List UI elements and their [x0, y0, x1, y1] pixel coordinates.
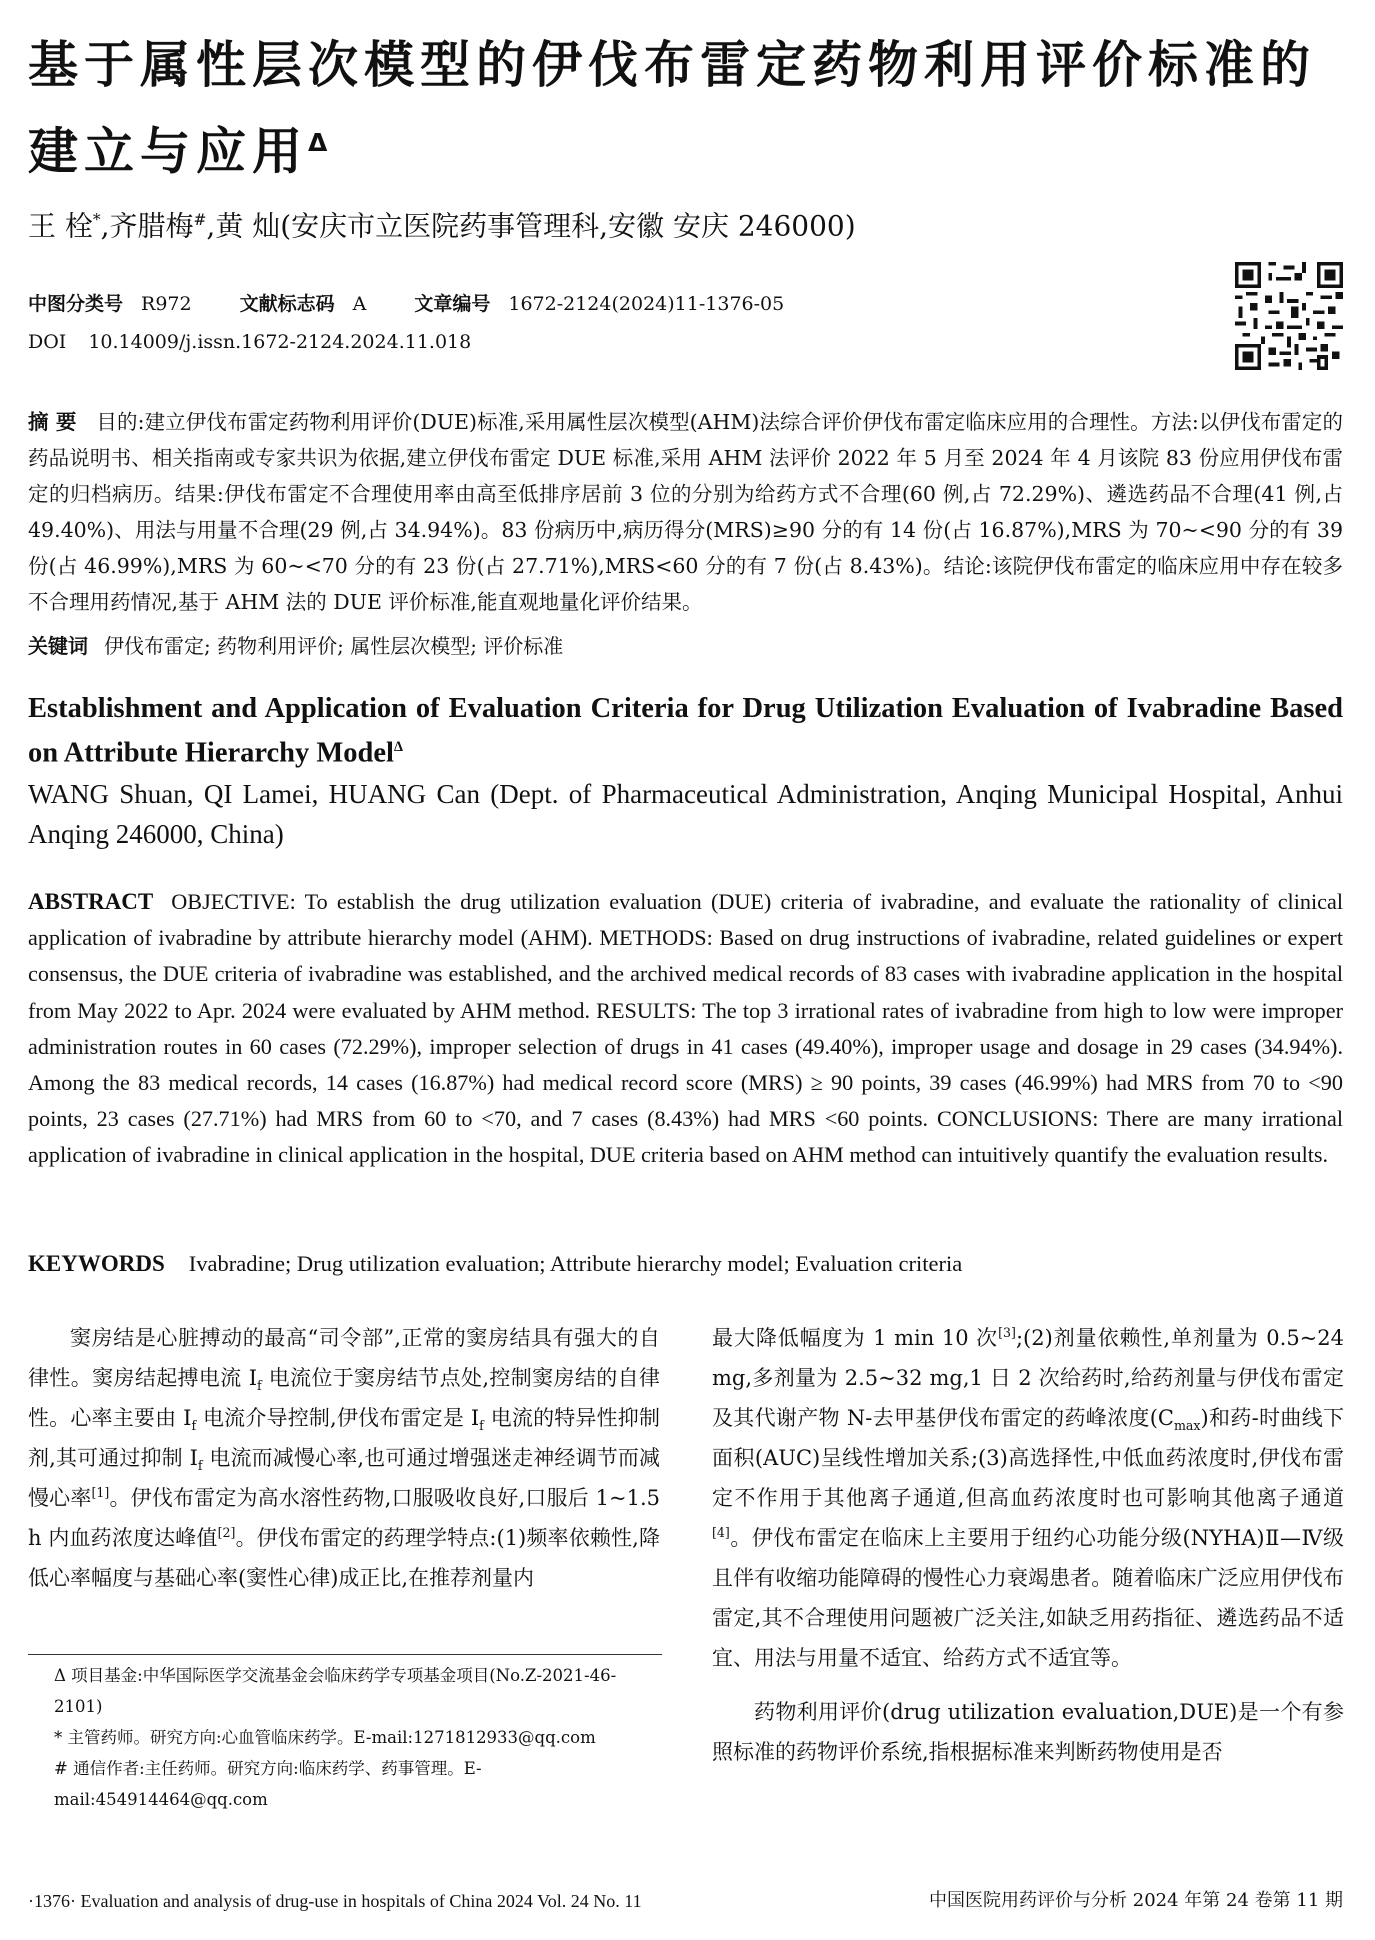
title-fund-mark: Δ	[308, 128, 328, 157]
body-column-right	[712, 1318, 1344, 1772]
footnote-divider	[28, 1654, 662, 1655]
keywords-english	[28, 1246, 962, 1282]
doc-code-value: A	[352, 293, 367, 315]
title-chinese-text: 基于属性层次模型的伊伐布雷定药物利用评价标准的建立与应用	[28, 36, 1316, 181]
doi-label: DOI	[28, 331, 67, 353]
body-paragraph: 最大降低幅度为 1 min 10 次[3];(2)剂量依赖性,单剂量为 0.5~24 mg,多剂量为 2.5~32 mg,1 日 2 次给药时,给药剂量与伊伐布雷定及其代谢产物 N-去甲基伊伐布雷定的药峰浓度$(C_{max})$和药-时曲线下面积(AUC)呈线性增加关系;(3)高选择性,中低血药浓度时,伊伐布雷定不作用于其他离子通道,但高血药浓度时也可影响其他离子通道[4]。伊伐布雷定在临床上主要用于纽约心功能分级(NYHA)Ⅱ—Ⅳ级且伴有收缩功能障碍的慢性心力衰竭患者。随着临床广泛应用伊伐布雷定,其不合理使用问题被广泛关注,如缺乏用药指征、遴选药品不适宜、用法与用量不适宜、给药方式不适宜等。	[712, 1325, 1345, 1670]
subscript-f: f	[479, 1418, 484, 1434]
keywords-english-text: Ivabradine; Drug utilization evaluation; Attribute hierarchy model; Evaluation criteria	[188, 1251, 963, 1276]
body-column-left	[28, 1318, 660, 1598]
footnote-author: * 主管药师。研究方向:心血管临床药学。E-mail:1271812933@qq.com	[54, 1728, 596, 1747]
citation-ref: [1]	[91, 1485, 110, 1500]
footer-journal-en: ·1376· Evaluation and analysis of drug-use in hospitals of China 2024 Vol. 24 No. 11	[28, 1891, 642, 1911]
body-paragraph: 窦房结是心脏搏动的最高“司令部”,正常的窦房结具有强大的自律性。窦房结起搏电流 $I_f$ 电流位于窦房结节点处,控制窦房结的自律性。心率主要由 $I_f$ 电流介导控制,伊伐布雷定是 $I_f$ 电流的特异性抑制剂,其可通过抑制 $I_f$ 电流而减慢心率,也可通过增强迷走神经调节而减慢心率[1]。伊伐布雷定为高水溶性药物,口服吸收良好,口服后 1~1.5 h 内血药浓度达峰值[2]。伊伐布雷定的药理学特点:(1)频率依赖性,降低心率幅度与基础心率(窦性心律)成正比,在推荐剂量内	[28, 1326, 661, 1590]
keywords-english-label: KEYWORDS	[28, 1251, 165, 1276]
citation-ref: [2]	[217, 1525, 236, 1540]
author-affiliation: (安庆市立医院药事管理科,安徽 安庆 246000)	[280, 209, 856, 243]
clc-value: R972	[141, 293, 192, 315]
title-chinese	[28, 26, 1348, 191]
footnote-fund: Δ 项目基金:中华国际医学交流基金会临床药学专项基金项目(No.Z-2021-46-2101)	[54, 1666, 617, 1716]
keywords-chinese-text: 伊伐布雷定; 药物利用评价; 属性层次模型; 评价标准	[104, 634, 564, 658]
qr-code-icon	[1235, 262, 1343, 370]
citation-ref: [4]	[712, 1525, 730, 1540]
body-paragraph: 药物利用评价(drug utilization evaluation,DUE)是一个有参照标准的药物评价系统,指根据标准来判断药物使用是否	[712, 1700, 1344, 1764]
article-number-label: 文章编号	[414, 293, 491, 315]
classification-line	[28, 290, 784, 318]
author-mark-2: #	[193, 211, 207, 229]
doi-value: 10.14009/j.issn.1672-2124.2024.11.018	[88, 331, 472, 353]
doi-line	[28, 328, 471, 356]
footer-journal-cn: 中国医院用药评价与分析 2024 年第 24 卷第 11 期	[929, 1890, 1343, 1911]
abstract-english	[28, 884, 1343, 1174]
title-english-text: Establishment and Application of Evaluation Criteria for Drug Utilization Evaluation of Ivabradine Based on Attribute Hierarchy Model	[28, 693, 1343, 769]
doc-code-label: 文献标志码	[239, 293, 335, 315]
author-name-1: 王 栓	[28, 209, 93, 243]
subscript-f: f	[191, 1418, 197, 1434]
abstract-english-label: ABSTRACT	[28, 889, 154, 914]
authors-english: WANG Shuan, QI Lamei, HUANG Can (Dept. of Pharmaceutical Administration, Anqing Municipal Hospital, Anhui Anqing 246000, China)	[28, 779, 1343, 849]
subscript-f: f	[257, 1378, 262, 1394]
keywords-chinese	[28, 628, 563, 664]
abstract-english-text: OBJECTIVE: To establish the drug utilization evaluation (DUE) criteria of ivabradine, and evaluate the rationality of clinical application of ivabradine by attribute hierarchy model (AHM). METHODS: Based on drug instructions of ivabradine, related guidelines or expert consensus, the DUE criteria of ivabradine was established, and the archived medical records of 83 cases with ivabradine application in the hospital from May 2022 to Apr. 2024 were evaluated by AHM method. RESULTS: The top 3 irrational rates of ivabradine from high to low were improper administration routes in 60 cases (72.29%), improper selection of drugs in 41 cases (49.40%), improper usage and dosage in 29 cases (34.94%). Among the 83 medical records, 14 cases (16.87%) had medical record score (MRS) ≥ 90 points, 39 cases (46.99%) had MRS from 70 to <90 points, 23 cases (27.71%) had MRS from 60 to <70, and 7 cases (8.43%) had MRS <60 points. CONCLUSIONS: There are many irrational application of ivabradine in clinical application in the hospital, DUE criteria based on AHM method can intuitively quantify the evaluation results.	[28, 889, 1343, 1168]
subscript-f: f	[197, 1458, 203, 1474]
keywords-chinese-label: 关键词	[28, 634, 88, 658]
clc-label: 中图分类号	[28, 293, 124, 315]
subscript-max: max	[1173, 1418, 1201, 1434]
abstract-chinese-text: 目的:建立伊伐布雷定药物利用评价(DUE)标准,采用属性层次模型(AHM)法综合评价伊伐布雷定临床应用的合理性。方法:以伊伐布雷定的药品说明书、相关指南或专家共识为依据,建立伊伐布雷定 DUE 标准,采用 AHM 法评价 2022 年 5 月至 2024 年 4 月该院 83 份应用伊伐布雷定的归档病历。结果:伊伐布雷定不合理使用率由高至低排序居前 3 位的分别为给药方式不合理(60 例,占 72.29%)、遴选药品不合理(41 例,占 49.40%)、用法与用量不合理(29 例,占 34.94%)。83 份病历中,病历得分(MRS)≥90 分的有 14 份(占 16.87%),MRS 为 70~<90 分的有 39 份(占 46.99%),MRS 为 60~<70 分的有 23 份(占 27.71%),MRS<60 分的有 7 份(占 8.43%)。结论:该院伊伐布雷定的临床应用中存在较多不合理用药情况,基于 AHM 法的 DUE 评价标准,能直观地量化评价结果。	[28, 410, 1343, 614]
author-mark-1: *	[92, 211, 101, 229]
author-name-2: ,齐腊梅	[100, 209, 194, 243]
footnotes	[28, 1660, 660, 1815]
author-name-3: ,黄 灿	[206, 209, 281, 243]
footnote-corresponding: # 通信作者:主任药师。研究方向:临床药学、药事管理。E-mail:454914464@qq.com	[54, 1759, 482, 1809]
article-number-value: 1672-2124(2024)11-1376-05	[508, 293, 785, 315]
citation-ref: [3]	[998, 1325, 1016, 1340]
title-english	[28, 690, 1343, 773]
authors-chinese	[28, 200, 856, 246]
abstract-chinese-label: 摘 要	[28, 410, 77, 434]
abstract-chinese	[28, 404, 1343, 620]
title-english-mark: Δ	[393, 739, 403, 755]
